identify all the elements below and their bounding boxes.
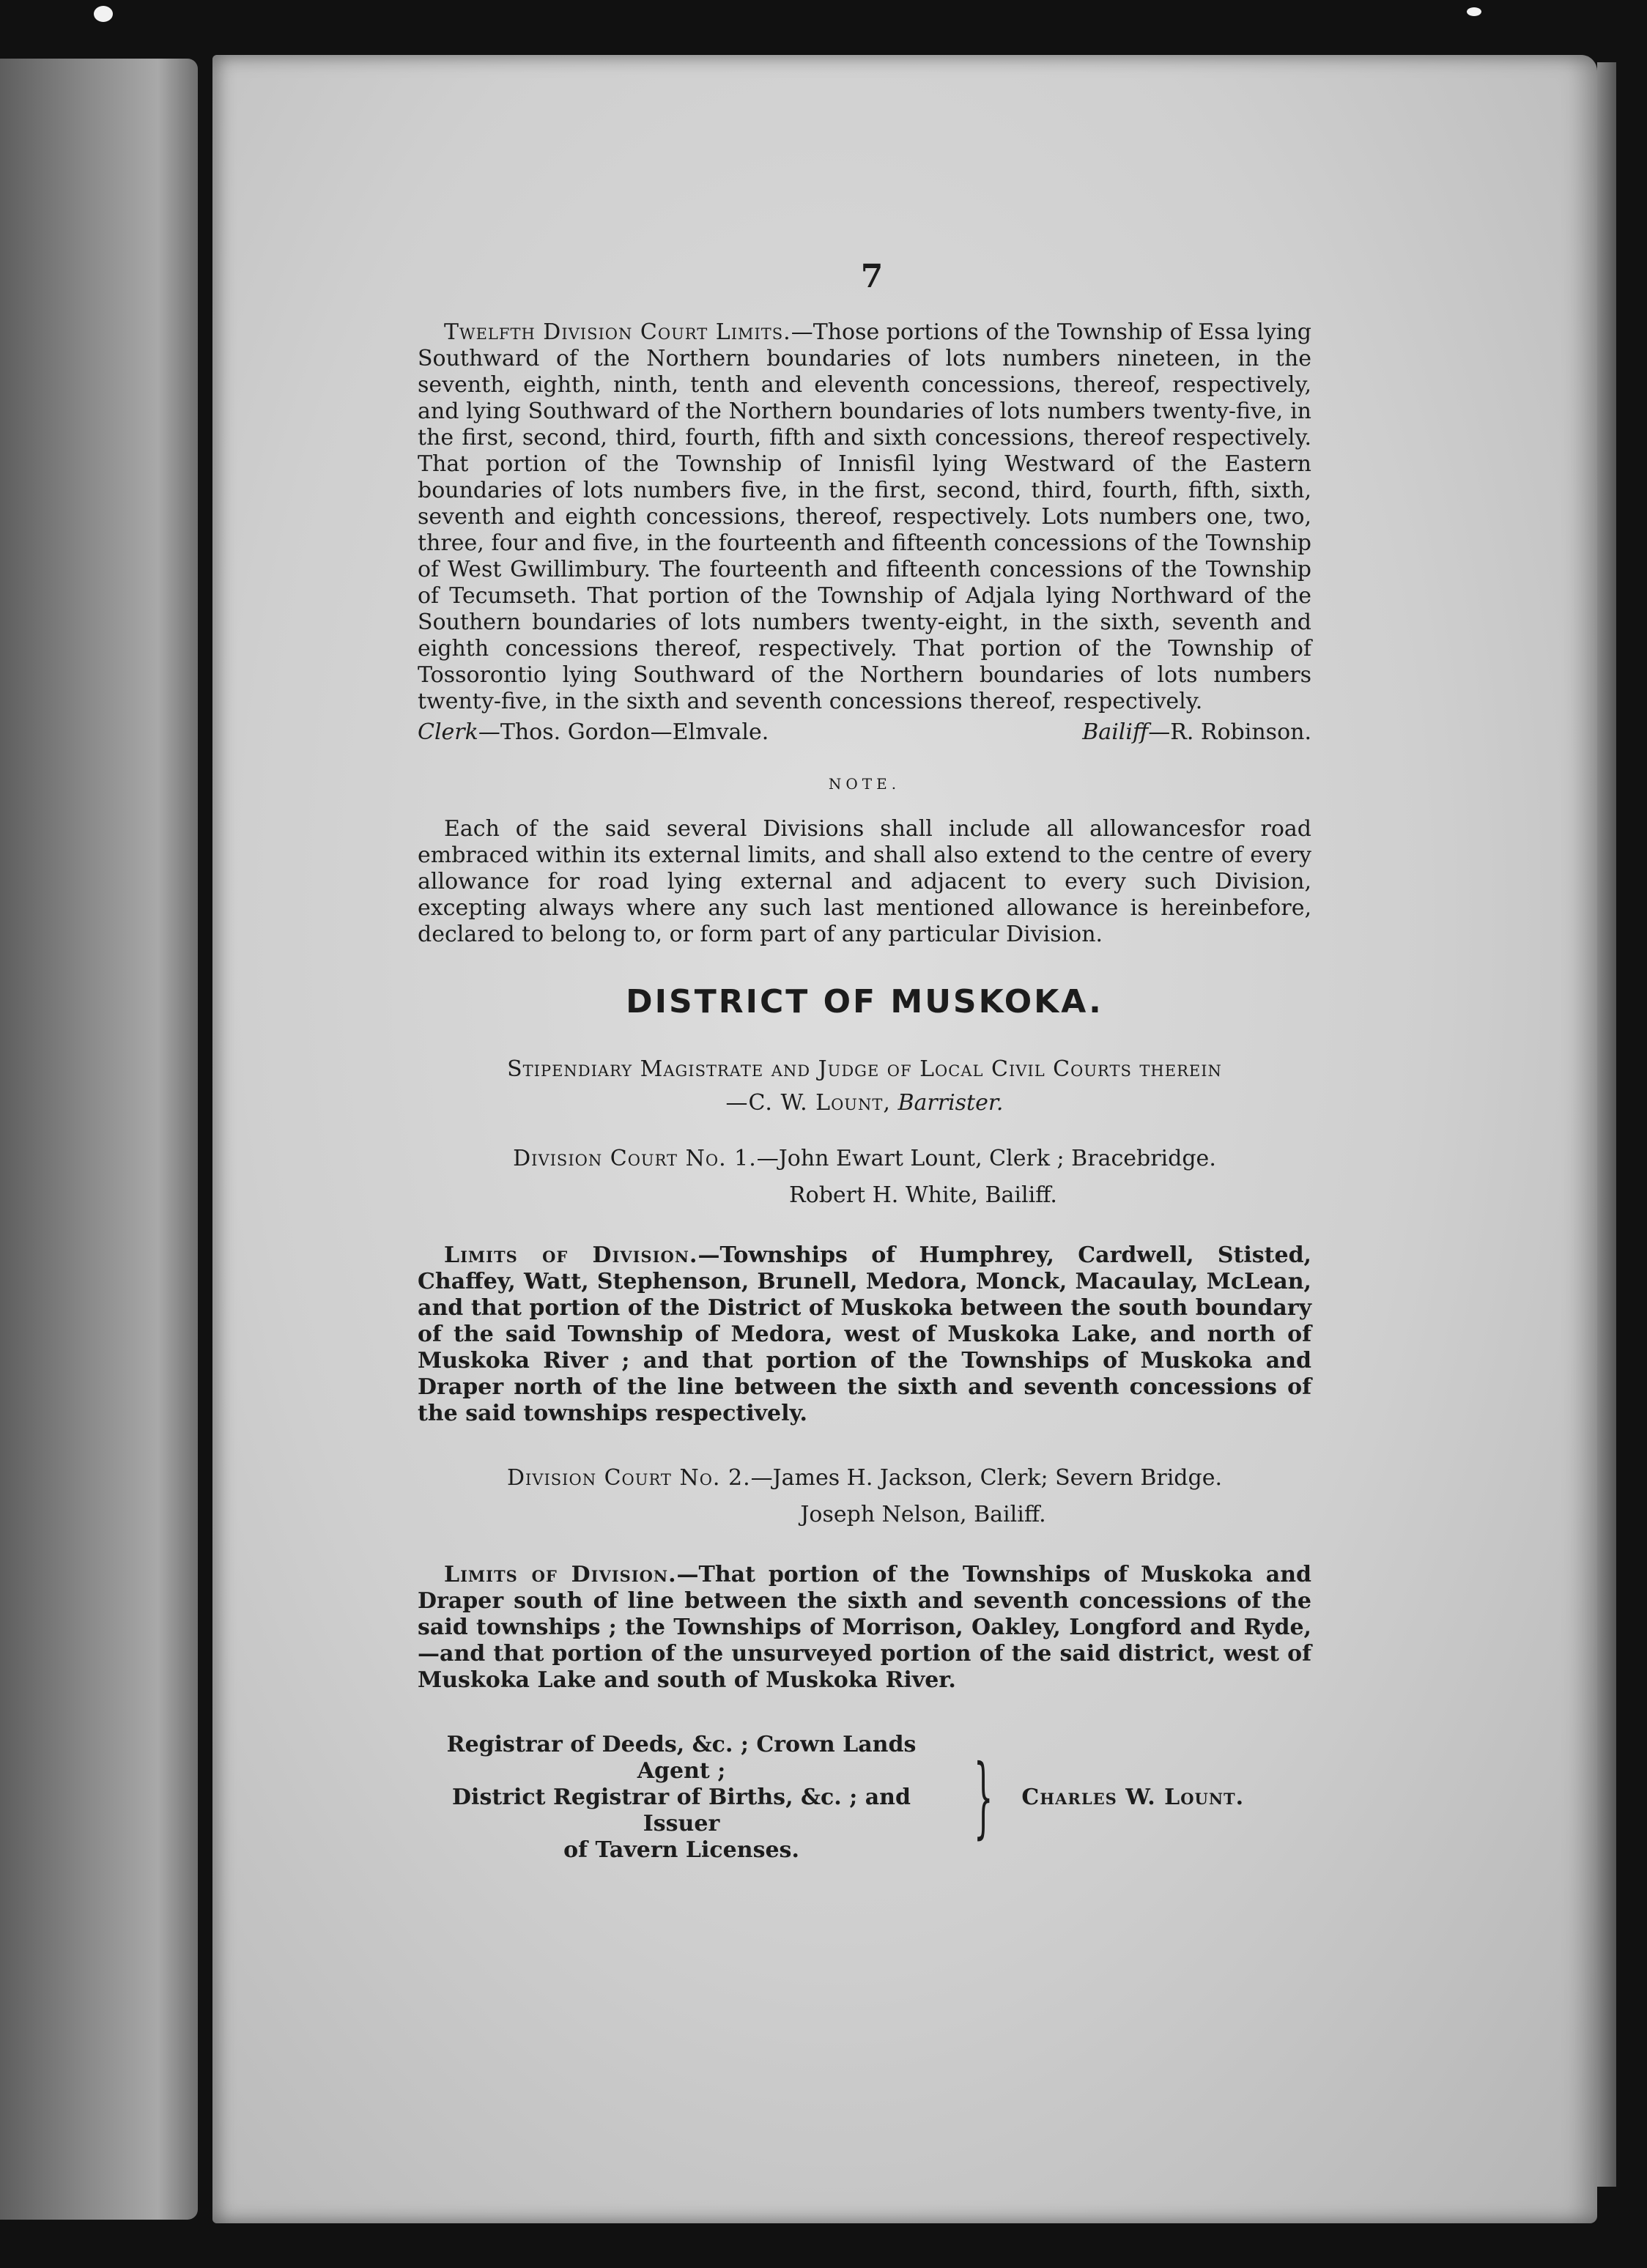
court-2-heading-line <box>418 1465 1311 1491</box>
court-2-clerk: —James H. Jackson, Clerk; Severn Bridge. <box>750 1465 1222 1491</box>
court-1-bailiff: Robert H. White, Bailiff. <box>789 1182 1057 1208</box>
brace-icon: } <box>973 1746 993 1848</box>
court-1-heading: Division Court No. 1. <box>513 1146 757 1171</box>
magistrate-name: —C. W. Lount, <box>725 1090 891 1116</box>
page-number: 7 <box>860 258 884 295</box>
scan-speck <box>1467 7 1481 16</box>
page-right-edge <box>1597 62 1616 2187</box>
registrar-block <box>418 1732 1311 1864</box>
court-2-limits-heading: Limits of Division. <box>444 1562 677 1587</box>
court-1-limits-heading: Limits of Division. <box>444 1242 698 1268</box>
twelfth-division-heading: Twelfth Division Court Limits. <box>444 319 791 345</box>
note-heading: NOTE. <box>828 775 901 793</box>
registrar-name: Charles W. Lount. <box>1021 1785 1245 1810</box>
magistrate-title: Stipendiary Magistrate and Judge of Local Civil Courts therein <box>507 1056 1222 1082</box>
registrar-line-3: of Tavern Licenses. <box>563 1837 799 1863</box>
twelfth-division-paragraph <box>418 319 1311 715</box>
bailiff-label: Bailiff <box>1082 719 1149 745</box>
court-2-bailiff: Joseph Nelson, Bailiff. <box>800 1502 1046 1527</box>
bailiff-value: —R. Robinson. <box>1148 719 1311 745</box>
court-2-limits <box>418 1562 1311 1694</box>
court-2-heading: Division Court No. 2. <box>506 1465 751 1491</box>
scan-speck <box>94 6 113 22</box>
clerk-value: —Thos. Gordon—Elmvale. <box>478 719 769 745</box>
court-1-clerk: —John Ewart Lount, Clerk ; Bracebridge. <box>756 1146 1216 1171</box>
twelfth-division-officers <box>418 719 1311 746</box>
magistrate-block <box>418 1056 1311 1116</box>
note-body: Each of the said several Divisions shall include all allowancesfor road embraced within its external limits, and shall also extend to the centre of every allowance for road lying external and adjacent to every such Division, excepting always where any such last mentioned allowance is hereinbefore, declared to belong to, or form part of any particular Division. <box>418 816 1311 947</box>
left-page-edge <box>0 59 198 2220</box>
court-1-heading-line <box>418 1146 1311 1172</box>
page-text <box>418 258 1312 1864</box>
court-2-limits-body: —That portion of the Townships of Muskoka and Draper south of line between the sixth and seventh concessions of the said townships ; the Townships of Morrison, Oakley, Longford and Ryde,—and that portion of the unsurveyed portion of the said district, west of Muskoka Lake and south of Muskoka River. <box>418 1562 1311 1693</box>
twelfth-division-body: —Those portions of the Township of Essa lying Southward of the Northern boundaries of lots numbers nineteen, in the seventh, eighth, ninth, tenth and eleventh concessions, thereof, respectively, and lying Southward of the Northern boundaries of lots numbers twenty-five, in the first, second, third, fourth, fifth and sixth concessions, thereof respectively. That portion of the Township of Innisfil lying Westward of the Eastern boundaries of lots numbers five, in the first, second, third, fourth, fifth, sixth, seventh and eighth concessions, thereof, respectively. Lots numbers one, two, three, four and five, in the fourteenth and fifteenth concessions of the Township of West Gwillimbury. The fourteenth and fifteenth concessions of the Township of Tecumseth. That portion of the Township of Adjala lying Northward of the Southern boundaries of lots numbers twenty-eight, in the sixth, seventh and eighth concessions thereof, respectively. That portion of the Township of Tossorontio lying Southward of the Northern boundaries of lots numbers twenty-five, in the sixth and seventh concessions thereof, respectively. <box>418 319 1312 714</box>
court-1-limits-body: —Townships of Humphrey, Cardwell, Stisted, Chaffey, Watt, Stephenson, Brunell, Medora, Monck, Macaulay, McLean, and that portion of the District of Muskoka between the south boundary of the said Township of Medora, west of Muskoka Lake, and north of Muskoka River ; and that portion of the Townships of Muskoka and Draper north of the line between the sixth and seventh concessions of the said townships respectively. <box>418 1242 1311 1426</box>
registrar-offices <box>418 1732 945 1864</box>
district-title: DISTRICT OF MUSKOKA. <box>626 983 1103 1020</box>
magistrate-role: Barrister. <box>897 1090 1004 1116</box>
court-1-limits <box>418 1242 1311 1427</box>
registrar-line-2: District Registrar of Births, &c. ; and Issuer <box>452 1785 911 1837</box>
clerk-label: Clerk <box>418 719 478 745</box>
registrar-line-1: Registrar of Deeds, &c. ; Crown Lands Agent ; <box>446 1732 917 1784</box>
